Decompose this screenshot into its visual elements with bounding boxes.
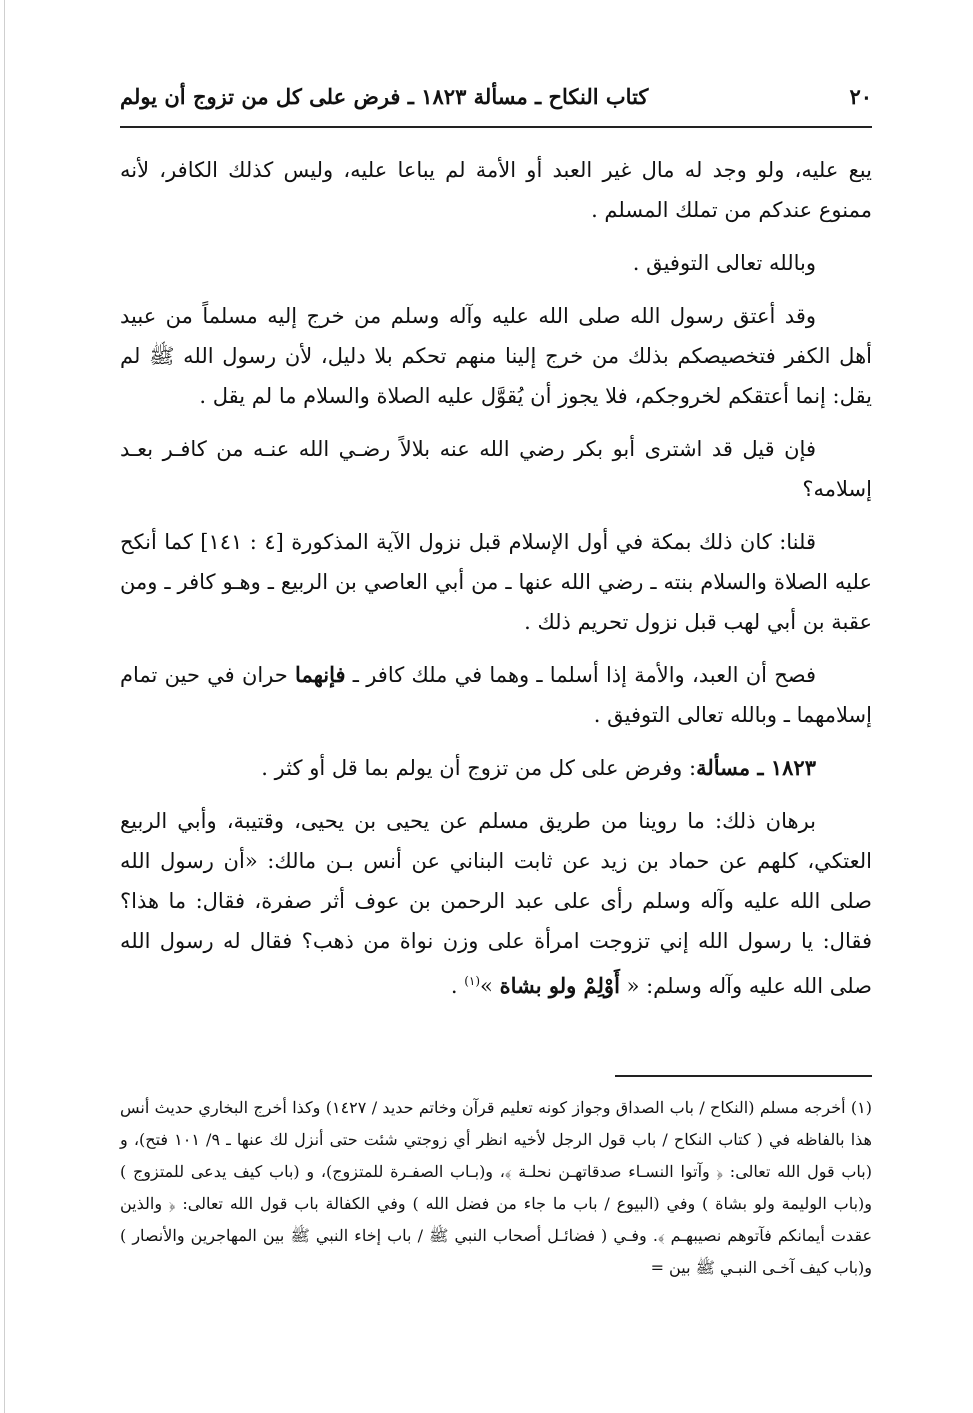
scan-edge-line: [4, 0, 5, 1413]
paragraph-8-text-a: برهان ذلك: ما روينا من طريق مسلم عن يحيى بن يحيى، وقتيبة، وأبي الربيع العتكي، كلهم عن حماد بن زيد عن ثابت البناني عن أنس بـن مالك: «أن رسول الله صلى الله عليه وآله وسلم رأى على عبد الرحمن بن عوف أثر صفرة، فقال: ما هذا؟ فقال: يا رسول الله إني تزوجت امرأة على وزن نواة من ذهب؟ فقال له رسول الله صلى الله عليه وآله وسلم: «: [120, 809, 872, 998]
paragraph-1: يبع عليه، ولو وجد له مال غير العبد أو الأمة لم يباعا عليه، وليس كذلك الكافر، لأنه ممنوع عندكم من تملك المسلم .: [120, 158, 872, 222]
issue-number: ١٨٢٣ ـ مسألة: [696, 755, 816, 780]
running-title: كتاب النكاح ـ مسألة ١٨٢٣ ـ فرض على كل من تزوج أن يولم: [120, 83, 649, 109]
paragraph-6-text-a: فصح أن العبد، والأمة إذا أسلما ـ وهما في ملك كافر ـ: [345, 663, 816, 687]
paragraph-8-end: .: [450, 974, 465, 998]
issue-text: : وفرض على كل من تزوج أن يولم بما قل أو كثر .: [261, 756, 697, 780]
paragraph-6-text-b: حران في حين تمام إسلامهما ـ وبالله تعالى التوفيق .: [120, 663, 872, 727]
footnote-text: (١) أخرجه مسلم (النكاح / باب الصداق وجواز كونه تعليم قرآن وخاتم حديد / ١٤٢٧) وكذا أخرج البخاري حديث أنس هذا بالفاظه في ( كتاب النكاح / باب قول الرجل لأخيه انظر أي زوجتي شئت حتى أنزل لك عنها ـ ٩/ ١٠١ فتح)، و (باب قول الله تعالى: ﴿ وآتوا النسـاء صدقاتهـن نحلـة ﴾، و(بـاب الصفـرة للمتزوج)، و (باب كيف يدعى للمتزوج ) و(باب الوليمة ولو بشاة ) وفي (البيوع / باب ما جاء من فضل الله ) وفي الكفالة باب قول الله تعالى: ﴿ والذين عقدت أيمانكم فآتوهم نصيبهـم ﴾. وفـي ( فضائـل أصحاب النبي ﷺ / باب إخاء النبي ﷺ بين المهاجرين والأنصار ) و(باب كيف آخـى النبـي ﷺ بين =: [120, 1098, 873, 1277]
issue-heading: [120, 748, 872, 788]
footnote-reference: (١): [464, 974, 481, 988]
footnote-rule: [615, 1075, 872, 1077]
paragraph-3: وقد أعتق رسول الله صلى الله عليه وآله وسلم من خرج إليه مسلماً من عبيد أهل الكفر فتخصيصكم بذلك من خرج إلينا منهم تحكم بلا دليل، لأن رسول الله ﷺ لم يقل: إنما أعتقكم لخروجكم، فلا يجوز أن يُقوَّل عليه الصلاة والسلام ما لم يقل .: [120, 304, 872, 408]
paragraph-2: وبالله تعالى التوفيق .: [632, 251, 816, 275]
page-header: [120, 78, 872, 114]
paragraph-8-text-b: »: [480, 974, 500, 998]
paragraph-8: [120, 801, 872, 1006]
paragraph-6-bold: فإنهما: [295, 662, 346, 687]
page-number: ٢٠: [849, 83, 872, 109]
paragraph-4: فإن قيل قد اشترى أبو بكر رضي الله عنه بلالاً رضـي الله عنـه من كافـر بعـد إسلامه؟: [120, 437, 872, 501]
main-text: [120, 150, 872, 1019]
paragraph-6: [120, 655, 872, 735]
paragraph-8-bold: أَوْلِمْ ولو بشاة: [499, 973, 620, 998]
footnote: [120, 1092, 872, 1284]
header-rule: [120, 126, 872, 128]
paragraph-5: قلنا: كان ذلك بمكة في أول الإسلام قبل نزول الآية المذكورة [٤ : ١٤١] كما أنكح عليه الصلاة والسلام بنته ـ رضي الله عنها ـ من أبي العاصي بن الربيع ـ وهـو كافر ـ ومن عقبة بن أبي لهب قبل نزول تحريم ذلك .: [120, 530, 872, 634]
